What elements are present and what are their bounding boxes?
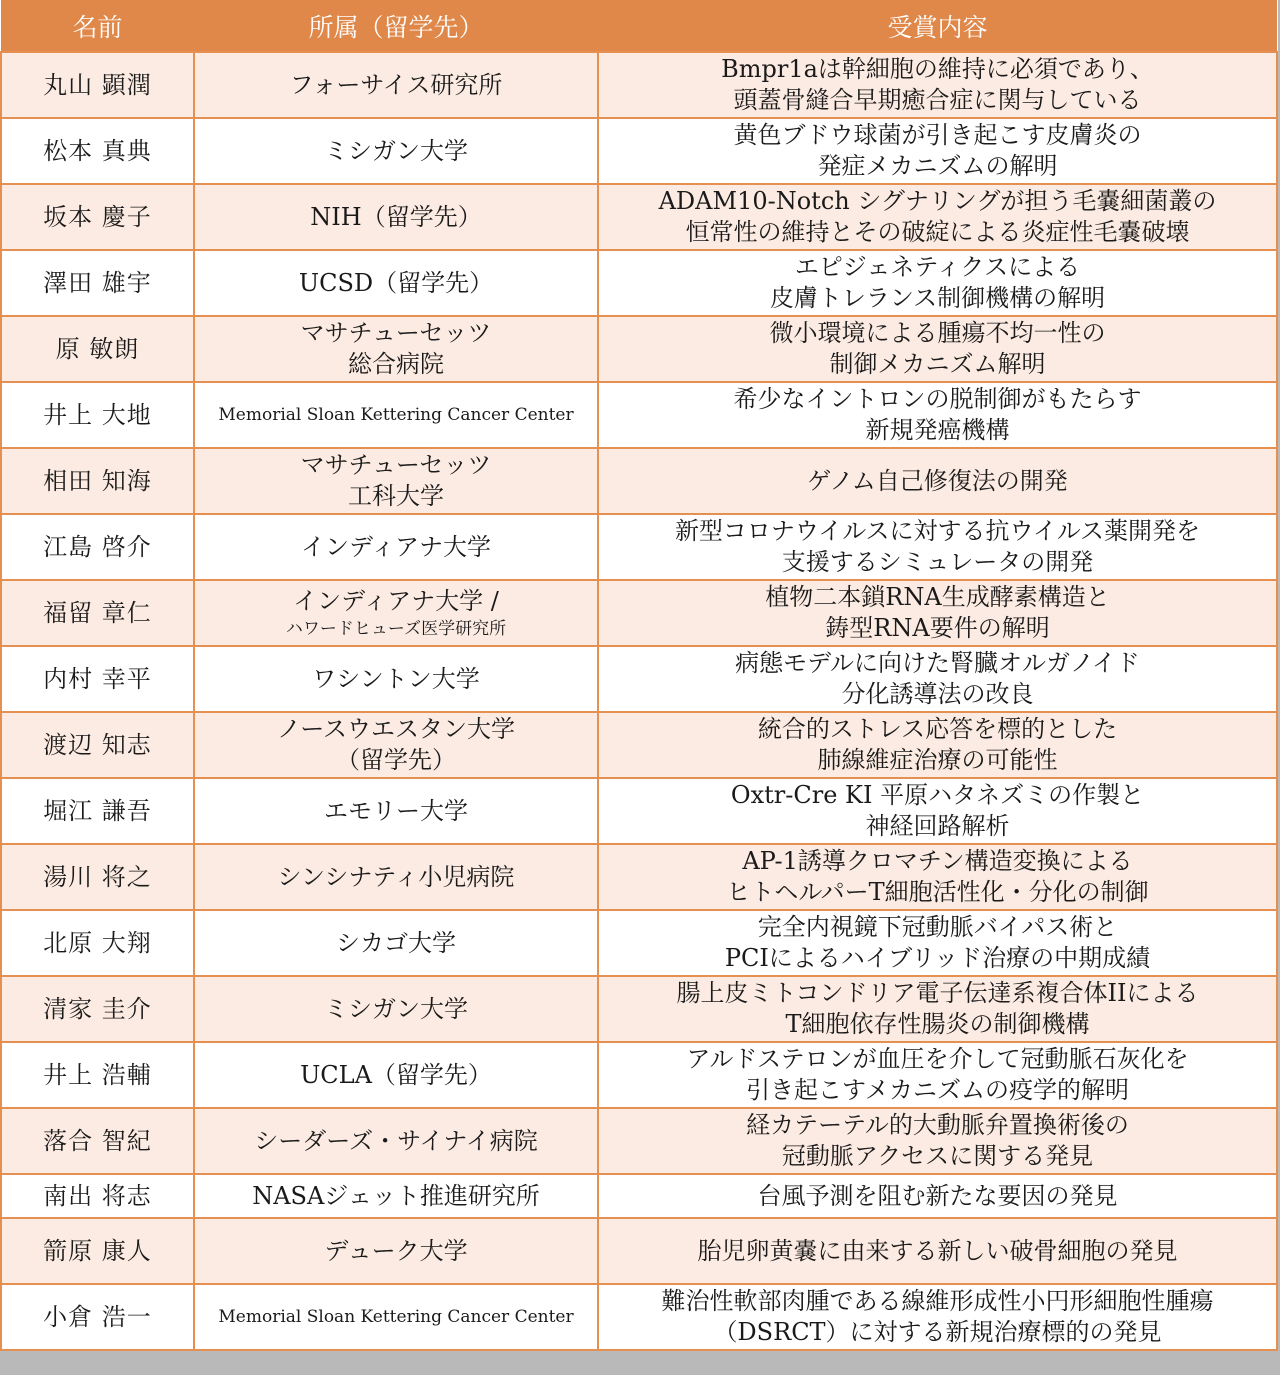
cell-award — [598, 1218, 1277, 1284]
cell-affiliation — [194, 1284, 598, 1350]
table-row — [1, 1284, 1277, 1350]
cell-award — [598, 514, 1277, 580]
award-line-1: エピジェネティクスによる — [794, 253, 1081, 281]
table-row — [1, 712, 1277, 778]
cell-award — [598, 646, 1277, 712]
award-line-1: 胎児卵黄嚢に由来する新しい破骨細胞の発見 — [697, 1236, 1178, 1265]
cell-name: 箭原 康人 — [1, 1218, 194, 1284]
cell-award — [598, 250, 1277, 316]
cell-name: 井上 大地 — [1, 382, 194, 448]
award-line-2: 鋳型RNA要件の解明 — [825, 614, 1050, 642]
cell-award — [598, 184, 1277, 250]
affiliation-line-1: シカゴ大学 — [336, 928, 456, 957]
affiliation-line-2: ハワードヒューズ医学研究所 — [285, 618, 507, 639]
affiliation-line-1: フォーサイス研究所 — [289, 70, 503, 99]
table-body — [1, 52, 1277, 1350]
award-line-1: 病態モデルに向けた腎臓オルガノイド — [735, 649, 1140, 677]
award-line-1: 経カテーテル的大動脈弁置換術後の — [746, 1111, 1129, 1139]
affiliation-line-1: シンシナティ小児病院 — [277, 862, 515, 891]
cell-name: 内村 幸平 — [1, 646, 194, 712]
award-line-1: 腸上皮ミトコンドリア電子伝達系複合体IIによる — [676, 979, 1199, 1007]
affiliation-line-1: シーダーズ・サイナイ病院 — [254, 1126, 538, 1155]
cell-name: 井上 浩輔 — [1, 1042, 194, 1108]
award-line-2: 皮膚トレランス制御機構の解明 — [769, 284, 1106, 312]
cell-affiliation — [194, 382, 598, 448]
table-row — [1, 316, 1277, 382]
cell-affiliation — [194, 580, 598, 646]
award-line-1: 植物二本鎖RNA生成酵素構造と — [765, 583, 1110, 611]
table-row — [1, 118, 1277, 184]
cell-name: 清家 圭介 — [1, 976, 194, 1042]
cell-name: 堀江 謙吾 — [1, 778, 194, 844]
cell-affiliation — [194, 910, 598, 976]
award-line-2: 神経回路解析 — [865, 812, 1010, 840]
award-line-2: 肺線維症治療の可能性 — [817, 746, 1058, 774]
affiliation-line-1: NIH（留学先） — [310, 202, 482, 231]
cell-affiliation — [194, 646, 598, 712]
cell-award — [598, 844, 1277, 910]
header-award: 受賞内容 — [598, 0, 1277, 52]
table-row — [1, 844, 1277, 910]
table-row — [1, 52, 1277, 118]
cell-award — [598, 1284, 1277, 1350]
cell-award — [598, 316, 1277, 382]
award-line-1: 統合的ストレス応答を標的とした — [757, 715, 1118, 743]
cell-affiliation — [194, 184, 598, 250]
table-row — [1, 976, 1277, 1042]
affiliation-line-1: エモリー大学 — [324, 796, 468, 825]
affiliation-line-1: マサチューセッツ — [300, 319, 492, 347]
cell-name: 小倉 浩一 — [1, 1284, 194, 1350]
table-row — [1, 382, 1277, 448]
cell-affiliation — [194, 976, 598, 1042]
award-line-2: 分化誘導法の改良 — [841, 680, 1034, 708]
affiliation-line-2: （留学先） — [336, 746, 456, 774]
cell-award — [598, 976, 1277, 1042]
cell-award — [598, 1042, 1277, 1108]
award-line-1: Bmpr1aは幹細胞の維持に必須であり、 — [721, 55, 1154, 83]
table-row — [1, 1042, 1277, 1108]
affiliation-line-2: 総合病院 — [348, 350, 444, 378]
award-line-2: 新規発癌機構 — [865, 416, 1010, 444]
cell-award — [598, 1108, 1277, 1174]
table-row — [1, 250, 1277, 316]
cell-affiliation — [194, 1218, 598, 1284]
award-line-2: 引き起こすメカニズムの疫学的解明 — [745, 1076, 1130, 1104]
award-line-1: ADAM10-Notch シグナリングが担う毛嚢細菌叢の — [658, 187, 1217, 215]
cell-name: 渡辺 知志 — [1, 712, 194, 778]
header-row — [1, 0, 1277, 52]
table-row — [1, 1218, 1277, 1284]
award-line-1: 新型コロナウイルスに対する抗ウイルス薬開発を — [674, 517, 1201, 545]
award-line-1: 難治性軟部肉腫である線維形成性小円形細胞性腫瘍 — [661, 1287, 1214, 1315]
award-line-2: 冠動脈アクセスに関する発見 — [781, 1142, 1094, 1170]
award-line-2: PCIによるハイブリッド治療の中期成績 — [724, 944, 1151, 972]
award-line-1: 希少なイントロンの脱制御がもたらす — [733, 385, 1142, 413]
cell-award — [598, 52, 1277, 118]
affiliation-line-1: NASAジェット推進研究所 — [252, 1181, 540, 1210]
cell-award — [598, 118, 1277, 184]
table-row — [1, 514, 1277, 580]
cell-award — [598, 580, 1277, 646]
table-row — [1, 580, 1277, 646]
award-line-2: 恒常性の維持とその破綻による炎症性毛嚢破壊 — [685, 218, 1190, 246]
cell-affiliation — [194, 316, 598, 382]
cell-name: 松本 真典 — [1, 118, 194, 184]
award-line-1: Oxtr-Cre KI 平原ハタネズミの作製と — [730, 781, 1145, 809]
cell-name: 坂本 慶子 — [1, 184, 194, 250]
table-row — [1, 1108, 1277, 1174]
cell-award — [598, 382, 1277, 448]
award-line-2: 支援するシミュレータの開発 — [781, 548, 1094, 576]
cell-affiliation — [194, 448, 598, 514]
affiliation-line-1: UCSD（留学先） — [298, 268, 494, 297]
award-line-1: 微小環境による腫瘍不均一性の — [769, 319, 1106, 347]
cell-award — [598, 448, 1277, 514]
award-line-2: T細胞依存性腸炎の制御機構 — [785, 1010, 1090, 1038]
award-line-2: 制御メカニズム解明 — [829, 350, 1046, 378]
affiliation-line-1: UCLA（留学先） — [300, 1060, 492, 1089]
cell-affiliation — [194, 514, 598, 580]
cell-name: 相田 知海 — [1, 448, 194, 514]
affiliation-line-1: ミシガン大学 — [324, 994, 468, 1023]
cell-award — [598, 910, 1277, 976]
award-line-2: 頭蓋骨縫合早期癒合症に関与している — [733, 86, 1142, 114]
cell-name: 原 敏朗 — [1, 316, 194, 382]
cell-name: 落合 智紀 — [1, 1108, 194, 1174]
header-name: 名前 — [1, 0, 194, 52]
cell-affiliation — [194, 1042, 598, 1108]
award-line-2: ヒトヘルパーT細胞活性化・分化の制御 — [726, 878, 1149, 906]
affiliation-line-1: マサチューセッツ — [300, 451, 492, 479]
award-line-2: 発症メカニズムの解明 — [817, 152, 1058, 180]
cell-name: 北原 大翔 — [1, 910, 194, 976]
cell-affiliation — [194, 712, 598, 778]
table-row — [1, 448, 1277, 514]
affiliation-line-1: インディアナ大学 / — [293, 586, 499, 615]
cell-name: 澤田 雄宇 — [1, 250, 194, 316]
table-row — [1, 778, 1277, 844]
cell-name: 丸山 顕潤 — [1, 52, 194, 118]
cell-name: 湯川 将之 — [1, 844, 194, 910]
affiliation-line-1: ミシガン大学 — [324, 136, 468, 165]
affiliation-line-1: インディアナ大学 — [300, 532, 492, 561]
table-row — [1, 646, 1277, 712]
affiliation-line-1: ノースウエスタン大学 — [276, 715, 516, 743]
cell-affiliation — [194, 118, 598, 184]
cell-award — [598, 1174, 1277, 1218]
award-line-1: 完全内視鏡下冠動脈バイパス術と — [757, 913, 1118, 941]
affiliation-line-1: ワシントン大学 — [312, 664, 480, 693]
cell-affiliation — [194, 250, 598, 316]
cell-name: 福留 章仁 — [1, 580, 194, 646]
cell-affiliation — [194, 844, 598, 910]
table-row — [1, 910, 1277, 976]
cell-affiliation — [194, 1108, 598, 1174]
cell-award — [598, 712, 1277, 778]
cell-name: 江島 啓介 — [1, 514, 194, 580]
affiliation-line-2: 工科大学 — [348, 482, 444, 510]
award-line-1: AP-1誘導クロマチン構造変換による — [742, 847, 1133, 875]
award-line-1: ゲノム自己修復法の開発 — [807, 466, 1068, 495]
cell-award — [598, 778, 1277, 844]
header-affiliation: 所属（留学先） — [194, 0, 598, 52]
table-row — [1, 1174, 1277, 1218]
table-row — [1, 184, 1277, 250]
cell-name: 南出 将志 — [1, 1174, 194, 1218]
award-line-1: 黄色ブドウ球菌が引き起こす皮膚炎の — [733, 121, 1142, 149]
award-line-1: アルドステロンが血圧を介して冠動脈石灰化を — [686, 1045, 1189, 1073]
affiliation-line-1: Memorial Sloan Kettering Cancer Center — [218, 405, 574, 425]
cell-affiliation — [194, 1174, 598, 1218]
award-line-2: （DSRCT）に対する新規治療標的の発見 — [713, 1318, 1162, 1346]
cell-affiliation — [194, 778, 598, 844]
affiliation-line-1: デューク大学 — [324, 1236, 468, 1265]
affiliation-line-1: Memorial Sloan Kettering Cancer Center — [218, 1307, 574, 1327]
award-line-1: 台風予測を阻む新たな要因の発見 — [757, 1181, 1118, 1210]
cell-affiliation — [194, 52, 598, 118]
